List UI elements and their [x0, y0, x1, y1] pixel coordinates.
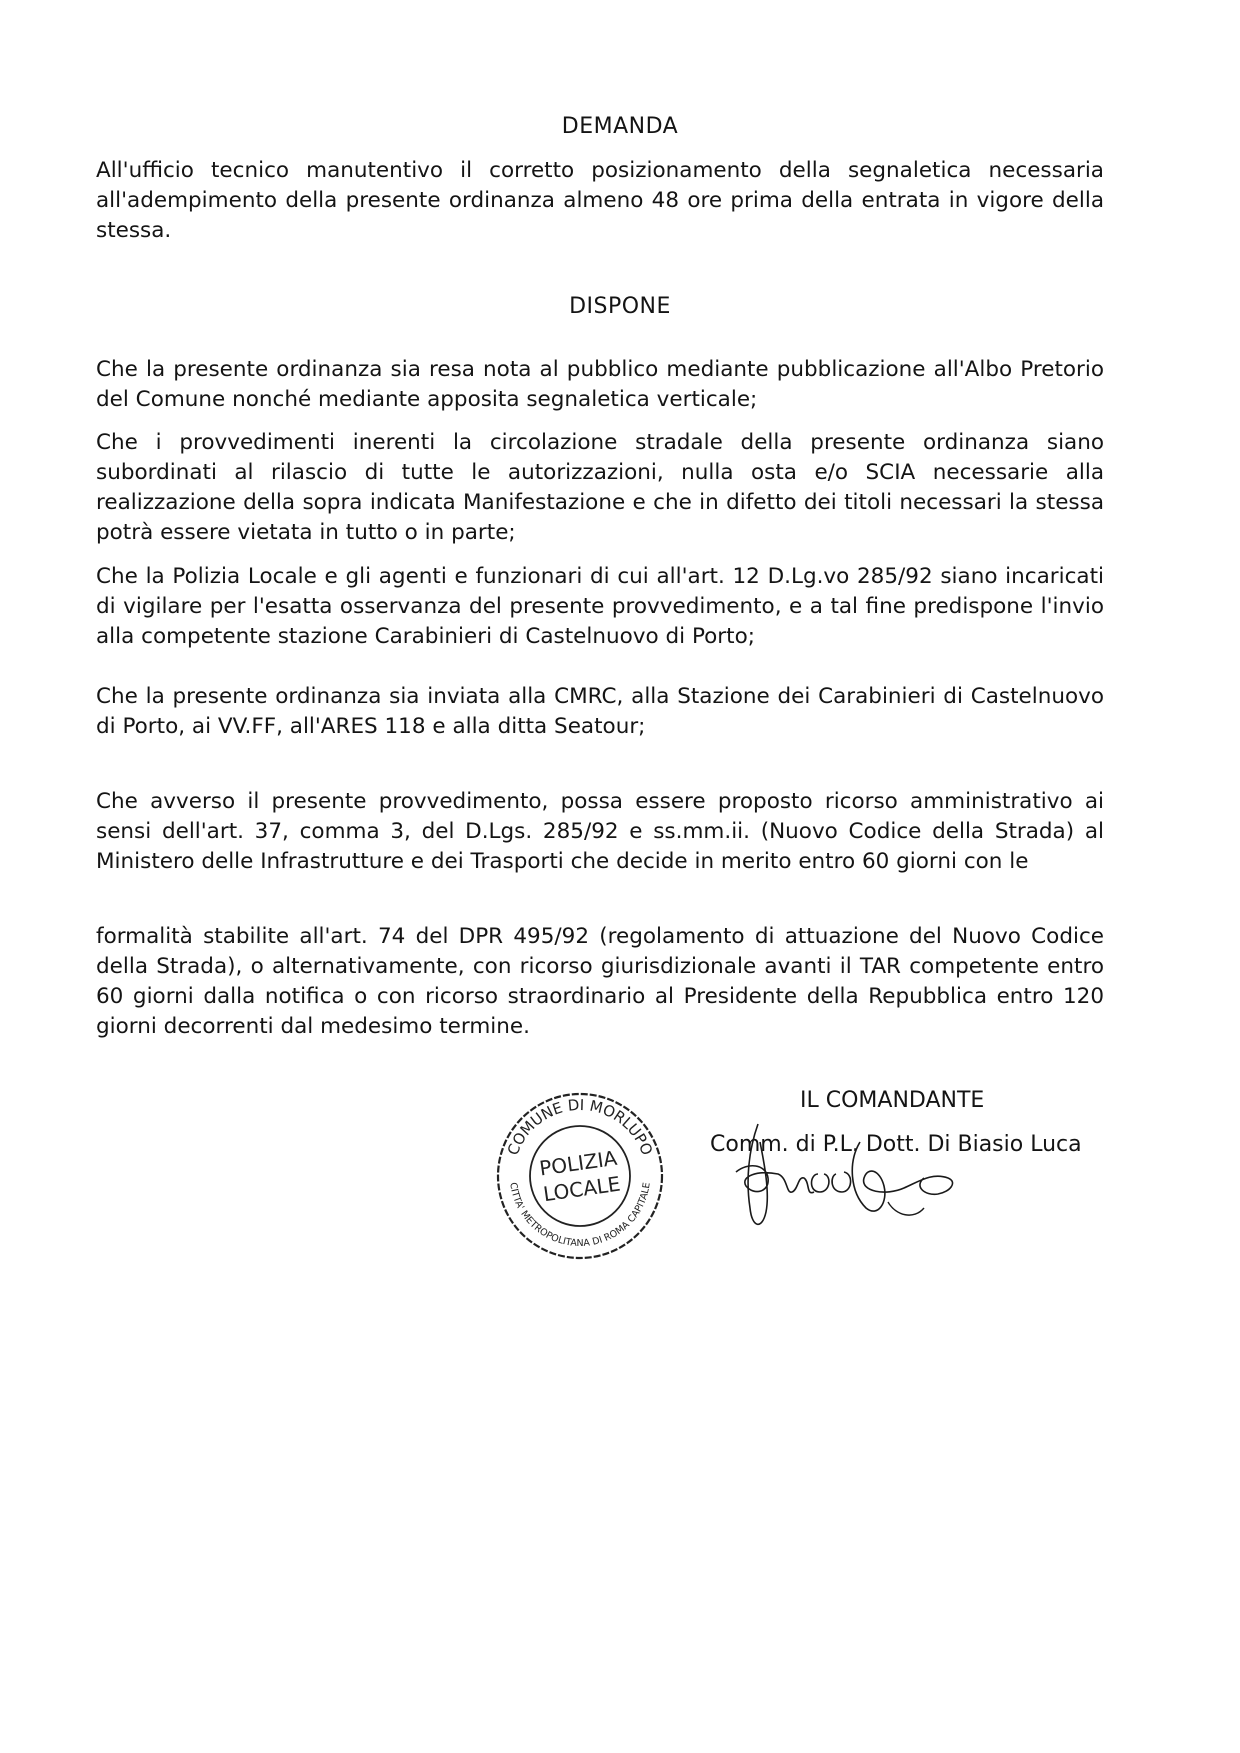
signature-name: Comm. di P.L. Dott. Di Biasio Luca [710, 1132, 1082, 1157]
stamp-outer-top-text: COMUNE DI MORLUPO [503, 1095, 657, 1158]
stamp-outer-bottom-text: CITTA' METROPOLITANA DI ROMA CAPITALE [507, 1181, 653, 1250]
heading-demanda: DEMANDA [561, 114, 679, 139]
paragraph-distribution: Che la presente ordinanza sia inviata alla CMRC, alla Stazione dei Carabinieri di Castelnuovo di Porto, ai VV.FF, all'ARES 118 e alla ditta Seatour; [96, 684, 1104, 739]
paragraph-appeal-part1: Che avverso il presente provvedimento, possa essere proposto ricorso amministrativo ai sensi dell'art. 37, comma 3, del D.Lgs. 285/92 e ss.mm.ii. (Nuovo Codice della Strada) al Ministero delle Infrastrutture e dei Trasporti che decide in merito entro 60 giorni con le [96, 789, 1104, 874]
paragraph-publication: Che la presente ordinanza sia resa nota al pubblico mediante pubblicazione all'Albo Pretorio del Comune nonché mediante apposita segnaletica verticale; [96, 357, 1104, 412]
paragraph-appeal-part2: formalità stabilite all'art. 74 del DPR 495/92 (regolamento di attuazione del Nuovo Codice della Strada), o alternativamente, con ricorso giurisdizionale avanti il TAR competente entro 60 giorni dalla notifica o con ricorso straordinario al Presidente della Repubblica entro 120 giorni decorrenti dal medesimo termine. [96, 924, 1104, 1039]
heading-dispone: DISPONE [569, 294, 671, 319]
handwritten-signature [718, 1112, 978, 1242]
signature-title: IL COMANDANTE [800, 1088, 985, 1113]
stamp-inner-line1: POLIZIA [537, 1145, 619, 1181]
paragraph-demanda: All'ufficio tecnico manutentivo il corretto posizionamento della segnaletica necessaria all'adempimento della presente ordinanza almeno 48 ore prima della entrata in vigore della stessa. [96, 158, 1104, 243]
paragraph-authorizations: Che i provvedimenti inerenti la circolazione stradale della presente ordinanza siano subordinati al rilascio di tutte le autorizzazioni, nulla osta e/o SCIA necessarie alla realizzazione della sopra indicata Manifestazione e che in difetto dei titoli necessari la stessa potrà essere vietata in tutto o in parte; [96, 430, 1104, 545]
paragraph-police-duty: Che la Polizia Locale e gli agenti e funzionari di cui all'art. 12 D.Lg.vo 285/92 siano incaricati di vigilare per l'esatta osservanza del presente provvedimento, e a tal fine predispone l'invio alla competente stazione Carabinieri di Castelnuovo di Porto; [96, 564, 1104, 649]
stamp-inner-line2: LOCALE [541, 1171, 622, 1207]
official-stamp [490, 1084, 670, 1264]
